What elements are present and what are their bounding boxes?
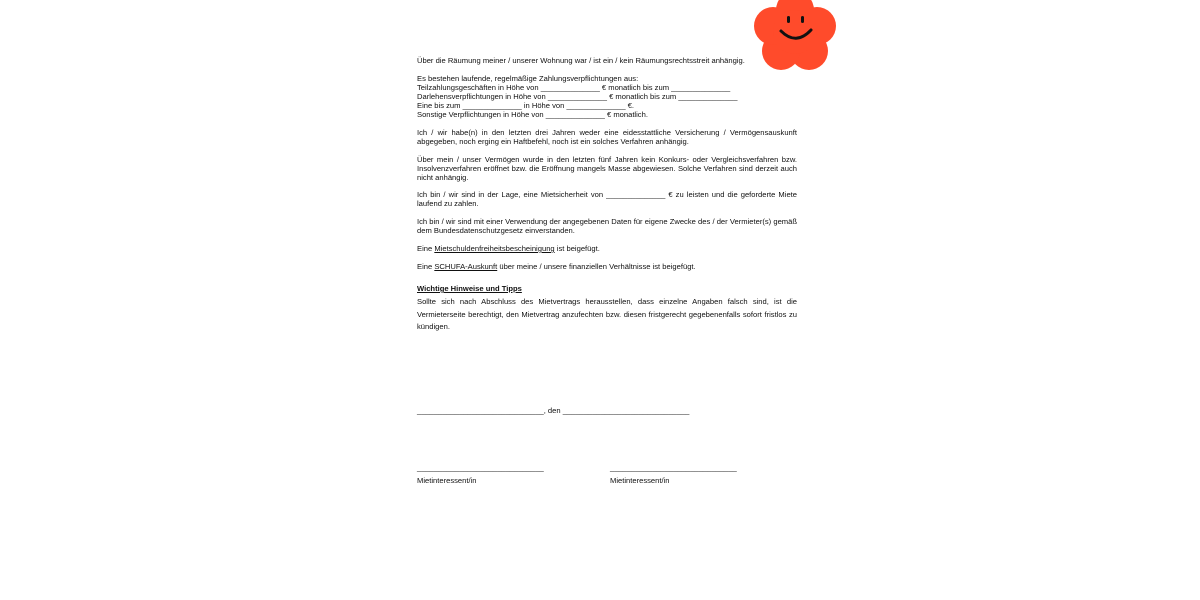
versicherung-paragraph: Ich / wir habe(n) in den letzten drei Jahren weder eine eidesstattliche Versicherung / Vermögensauskunft abgegeben, noch erging ein Haftbefehl, noch ist ein solches Verfahren anhängig. <box>417 128 797 147</box>
vermoegen-paragraph: Über mein / unser Vermögen wurde in den letzten fünf Jahren kein Konkurs- oder Vergleichsverfahren bzw. Insolvenzverfahren eröffnet bzw. die Eröffnung mangels Masse abgewiesen. Solche Verfahren sind derzeit auch nicht anhängig. <box>417 155 797 183</box>
zahlung-intro: Es bestehen laufende, regelmäßige Zahlungsverpflichtungen aus: <box>417 74 639 83</box>
msfb-link[interactable]: Mietschuldenfreiheitsbescheinigung <box>434 244 555 253</box>
msfb-paragraph <box>417 244 797 253</box>
place-date-line[interactable]: ______________________________, den ______________________________ <box>417 406 690 415</box>
teilzahlung-line: Teilzahlungsgeschäften in Höhe von ______________ € monatlich bis zum ______________ <box>417 83 731 92</box>
hinweise-title-text: Wichtige Hinweise und Tipps <box>417 284 522 293</box>
schufa-link[interactable]: SCHUFA-Auskunft <box>434 262 498 271</box>
signature-line-right[interactable]: ______________________________ <box>610 463 737 472</box>
darlehen-line: Darlehensverpflichtungen in Höhe von ______________ € monatlich bis zum ______________ <box>417 92 738 101</box>
eine-bis-line: Eine bis zum ______________ in Höhe von ______________ €. <box>417 101 635 110</box>
schufa-post: über meine / unsere finanziellen Verhältnisse ist beigefügt. <box>499 262 696 271</box>
msfb-pre: Eine <box>417 244 433 253</box>
signature-label-right: Mietinteressent/in <box>610 476 670 485</box>
signature-line-left[interactable]: ______________________________ <box>417 463 544 472</box>
sonstige-line: Sonstige Verpflichtungen in Höhe von ______________ € monatlich. <box>417 110 648 119</box>
mietsicherheit-paragraph: Ich bin / wir sind in der Lage, eine Mietsicherheit von ______________ € zu leisten und die geforderte Miete laufend zu zahlen. <box>417 190 797 209</box>
signature-label-left: Mietinteressent/in <box>417 476 477 485</box>
raeumung-paragraph: Über die Räumung meiner / unserer Wohnung war / ist ein / kein Räumungsrechtsstreit anhängig. <box>417 56 745 65</box>
hinweise-title <box>417 284 797 293</box>
schufa-paragraph <box>417 262 797 271</box>
schufa-pre: Eine <box>417 262 433 271</box>
msfb-post: ist beigefügt. <box>556 244 600 253</box>
smiley-flower-logo <box>750 0 840 78</box>
datenschutz-paragraph: Ich bin / wir sind mit einer Verwendung der angegebenen Daten für eigene Zwecke des / der Vermieter(s) gemäß dem Bundesdatenschutzgesetz einverstanden. <box>417 217 797 236</box>
hinweise-text: Sollte sich nach Abschluss des Mietvertrags herausstellen, dass einzelne Angaben falsch sind, ist die Vermieterseite berechtigt, den Mietvertrag anzufechten bzw. diesen fristgerecht gegebenenfalls sofort fristlos zu kündigen. <box>417 297 797 331</box>
